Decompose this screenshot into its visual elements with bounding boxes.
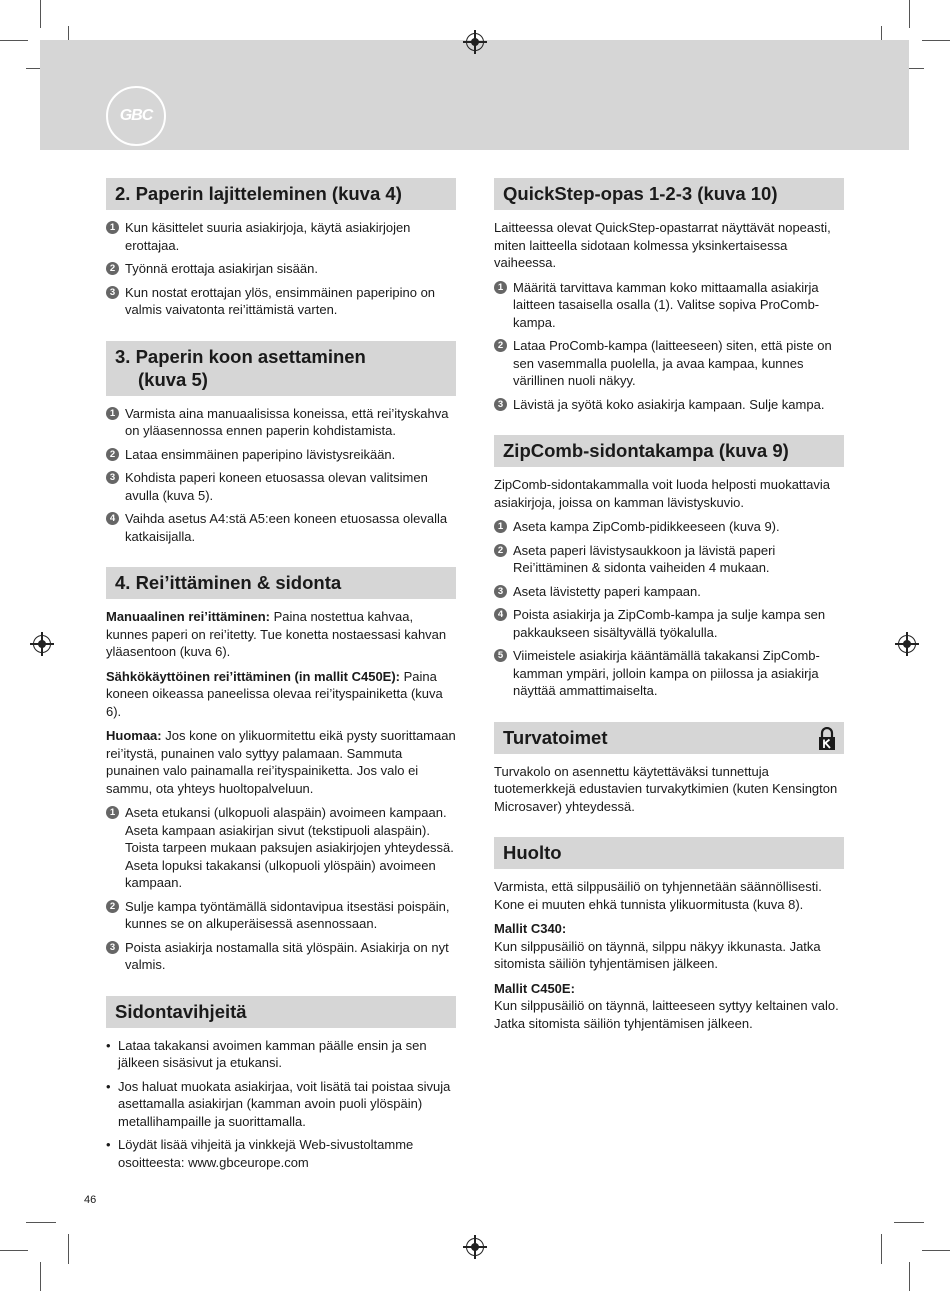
section-heading: 3. Paperin koon asettaminen (kuva 5) bbox=[106, 341, 456, 396]
section-sorting bbox=[106, 178, 456, 319]
paragraph: Turvakolo on asennettu käytettäväksi tunnettuja tuotemerkkejä edustavien turvakytkimien (kuten Kensington Microsaver) yhteydessä. bbox=[494, 763, 838, 814]
paragraph: Manuaalinen rei’ittäminen: Paina nostettua kahvaa, kunnes paperi on rei’itetty. Tue konetta nostaessasi kahvan yläasentoon (kuva 6). bbox=[106, 609, 447, 659]
step-number: 2 bbox=[106, 900, 119, 913]
kensington-lock-icon bbox=[818, 727, 836, 751]
step-number: 1 bbox=[106, 806, 119, 819]
crop-mark bbox=[922, 1250, 950, 1251]
crop-mark bbox=[909, 1262, 910, 1291]
step-number: 2 bbox=[494, 339, 507, 352]
list-item: 2 Sulje kampa työntämällä sidontavipua itsestäsi poispäin, kunnes se on alkuperäisessä asennossaan. bbox=[106, 898, 456, 933]
list-item: 2 Aseta paperi lävistysaukkoon ja lävistä paperi Rei’ittäminen & sidonta vaiheiden 4 mukaan. bbox=[494, 542, 844, 577]
paragraph: Mallit C450E: Kun silppusäiliö on täynnä, laitteeseen syttyy keltainen valo. Jatka sitomista säiliön tyhjentämisen jälkeen. bbox=[494, 980, 839, 1031]
section-heading: Turvatoimet bbox=[494, 722, 844, 754]
gbc-logo: GBC bbox=[106, 86, 166, 146]
section-heading: 4. Rei’ittäminen & sidonta bbox=[106, 567, 456, 599]
list-item: 1 Aseta etukansi (ulkopuoli alaspäin) avoimeen kampaan. Aseta kampaan asiakirjan sivut (tekstipuoli alaspäin). Toista tarpeen mukaan paksujen asiakirjojen yhteydessä. Aseta lopuksi takakansi (ulkopuoli ylöspäin) avoimeen kampaan. bbox=[106, 804, 456, 892]
section-punching bbox=[106, 567, 456, 974]
step-number: 3 bbox=[494, 398, 507, 411]
crop-mark bbox=[40, 1262, 41, 1291]
list-item: 4 Vaihda asetus A4:stä A5:een koneen etuosassa olevalla katkaisijalla. bbox=[106, 510, 456, 545]
list-item: 5 Viimeistele asiakirja kääntämällä takakansi ZipComb-kamman ympäri, jolloin kampa on piilossa ja asiakirja näyttää ammattimaiselta. bbox=[494, 647, 844, 700]
list-item: 2 Lataa ProComb-kampa (laitteeseen) siten, että piste on sen vasemmalla puolella, ja avaa kampaa, kunnes värillinen nuoli näkyy. bbox=[494, 337, 844, 390]
step-number: 1 bbox=[106, 407, 119, 420]
crop-mark bbox=[894, 1222, 924, 1223]
registration-mark-icon bbox=[466, 1238, 484, 1256]
bullet-item: • Jos haluat muokata asiakirjaa, voit lisätä tai poistaa sivuja asettamalla asiakirjan (kamman avoin puoli ylöspäin) metallihampaille ja suorittamalla. bbox=[106, 1078, 456, 1131]
list-item: 1 Määritä tarvittava kamman koko mittaamalla asiakirja laitteen tasaisella osalla (1). Valitse sopiva ProComb-kampa. bbox=[494, 279, 844, 332]
paragraph: ZipComb-sidontakammalla voit luoda helposti muokattavia asiakirjoja, joissa on kamman lävistyskuvio. bbox=[494, 477, 830, 510]
paragraph: Huomaa: Jos kone on ylikuormitettu eikä pysty suorittamaan rei’itystä, punainen valo syttyy palamaan. Sammuta punainen valo painamalla rei’ityspainiketta. Jos valo ei sammu, ota yhteys huoltopalveluun. bbox=[106, 728, 456, 796]
registration-mark-icon bbox=[33, 635, 51, 653]
registration-mark-icon bbox=[466, 33, 484, 51]
step-number: 3 bbox=[494, 585, 507, 598]
section-heading: QuickStep-opas 1-2-3 (kuva 10) bbox=[494, 178, 844, 210]
list-item: 2 Työnnä erottaja asiakirjan sisään. bbox=[106, 260, 456, 278]
section-tips bbox=[106, 996, 456, 1172]
step-number: 1 bbox=[494, 281, 507, 294]
left-column bbox=[106, 178, 456, 1193]
bullet-item: • Löydät lisää vihjeitä ja vinkkejä Web-sivustoltamme osoitteesta: www.gbceurope.com bbox=[106, 1136, 456, 1171]
section-size bbox=[106, 341, 456, 546]
bullet-item: • Lataa takakansi avoimen kamman päälle ensin ja sen jälkeen sisäsivut ja etukansi. bbox=[106, 1037, 456, 1072]
section-zipcomb bbox=[494, 435, 844, 700]
step-number: 1 bbox=[106, 221, 119, 234]
list-item: 1 Kun käsittelet suuria asiakirjoja, käytä asiakirjojen erottajaa. bbox=[106, 219, 456, 254]
section-heading: Sidontavihjeitä bbox=[106, 996, 456, 1028]
right-column bbox=[494, 178, 844, 1054]
step-number: 2 bbox=[494, 544, 507, 557]
crop-mark bbox=[909, 0, 910, 28]
registration-mark-icon bbox=[898, 635, 916, 653]
header-band bbox=[40, 40, 909, 150]
list-item: 3 Lävistä ja syötä koko asiakirja kampaan. Sulje kampa. bbox=[494, 396, 844, 414]
list-item: 3 Kohdista paperi koneen etuosassa olevan valitsimen avulla (kuva 5). bbox=[106, 469, 456, 504]
crop-mark bbox=[40, 0, 41, 28]
step-number: 3 bbox=[106, 941, 119, 954]
step-number: 3 bbox=[106, 286, 119, 299]
step-number: 1 bbox=[494, 520, 507, 533]
step-number: 4 bbox=[494, 608, 507, 621]
step-number: 3 bbox=[106, 471, 119, 484]
list-item: 1 Varmista aina manuaalisissa koneissa, että rei’ityskahva on yläasennossa ennen paperin kohdistamista. bbox=[106, 405, 456, 440]
crop-mark bbox=[0, 40, 28, 41]
crop-mark bbox=[0, 1250, 28, 1251]
list-item: 1 Aseta kampa ZipComb-pidikkeeseen (kuva 9). bbox=[494, 518, 844, 536]
paragraph: Mallit C340: Kun silppusäiliö on täynnä, silppu näkyy ikkunasta. Jatka sitomista säiliön tyhjentämisen jälkeen. bbox=[494, 921, 821, 971]
section-safety bbox=[494, 722, 844, 816]
crop-mark bbox=[922, 40, 950, 41]
section-heading: 2. Paperin lajitteleminen (kuva 4) bbox=[106, 178, 456, 210]
section-quickstep bbox=[494, 178, 844, 413]
step-number: 2 bbox=[106, 262, 119, 275]
list-item: 2 Lataa ensimmäinen paperipino lävistysreikään. bbox=[106, 446, 456, 464]
paragraph: Sähkökäyttöinen rei’ittäminen (in mallit C450E): Paina koneen oikeassa paneelissa olevaa rei’ityspainiketta (kuva 6). bbox=[106, 668, 443, 719]
list-item: 3 Kun nostat erottajan ylös, ensimmäinen paperipino on valmis vaivatonta rei’ittämistä varten. bbox=[106, 284, 456, 319]
step-number: 5 bbox=[494, 649, 507, 662]
list-item: 4 Poista asiakirja ja ZipComb-kampa ja sulje kampa sen pakkaukseen sisältyvällä työkalulla. bbox=[494, 606, 844, 641]
page-number: 46 bbox=[84, 1194, 97, 1206]
paragraph: Laitteessa olevat QuickStep-opastarrat näyttävät nopeasti, miten laitteella sidotaan kolmessa yksinkertaisessa vaiheessa. bbox=[494, 220, 831, 270]
step-number: 2 bbox=[106, 448, 119, 461]
section-service bbox=[494, 837, 844, 1032]
paragraph: Varmista, että silppusäiliö on tyhjennetään säännöllisesti. Kone ei muuten ehkä tunnista ylikuormitusta (kuva 8). bbox=[494, 879, 822, 912]
list-item: 3 Aseta lävistetty paperi kampaan. bbox=[494, 583, 844, 601]
step-number: 4 bbox=[106, 512, 119, 525]
list-item: 3 Poista asiakirja nostamalla sitä ylöspäin. Asiakirja on nyt valmis. bbox=[106, 939, 456, 974]
section-heading: ZipComb-sidontakampa (kuva 9) bbox=[494, 435, 844, 467]
crop-mark bbox=[68, 1234, 69, 1264]
crop-mark bbox=[26, 1222, 56, 1223]
section-heading: Huolto bbox=[494, 837, 844, 869]
crop-mark bbox=[881, 1234, 882, 1264]
